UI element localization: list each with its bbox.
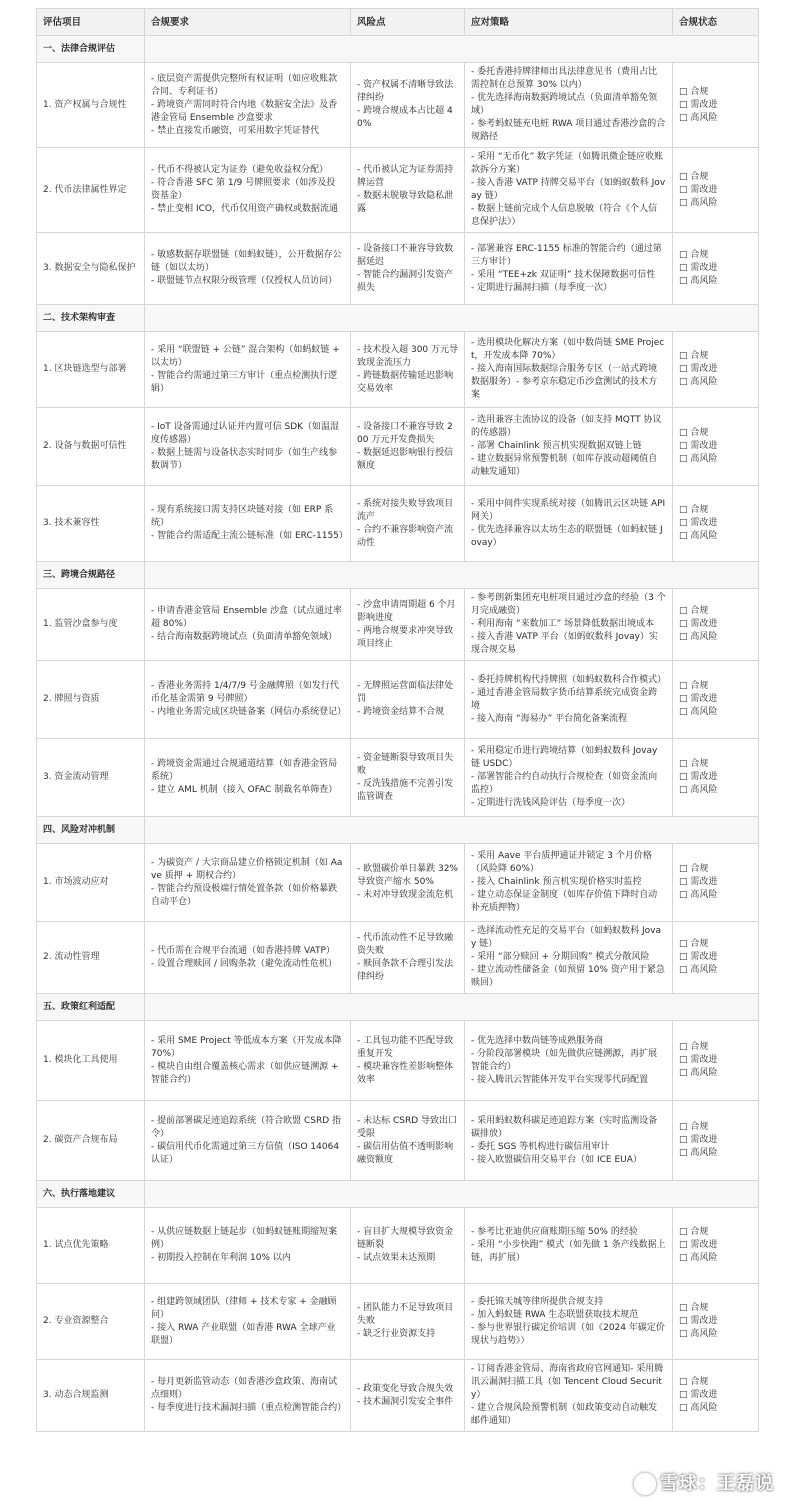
item-cell: 2. 碳资产合规布局 [37, 1101, 145, 1181]
status-cell [673, 63, 759, 148]
status-option-high-risk[interactable]: □ 高风险 [679, 965, 718, 975]
cell-line: - 委托 SGS 等机构进行碳信用审计 [471, 1141, 610, 1152]
section-filler [145, 994, 759, 1021]
cell-line: - 智能合约需通过第三方审计（重点检测执行逻辑） [151, 370, 338, 394]
risk-cell [351, 661, 465, 739]
cell-line: - 现有系统接口需支持区块链对接（如 ERP 系统） [151, 505, 334, 528]
status-option-high-risk[interactable]: □ 高风险 [679, 785, 718, 795]
cell-line: - 申请香港金管局 Ensemble 沙盒（试点通过率超 80%） [151, 606, 342, 629]
strategy-cell [465, 486, 673, 562]
cell-line: - 接入海南国际数据综合服务专区（一站式跨境数据服务）- 参考京东稳定币沙盒测试的技术方案 [471, 364, 658, 400]
table-row [37, 922, 759, 994]
cell-line: - 采用蚂蚁数科碳足迹追踪方案（实时监测设备碳排放） [471, 1115, 658, 1139]
status-option-compliant[interactable]: □ 合规 [679, 1377, 709, 1387]
cell-line: - 敏感数据存联盟链（如蚂蚁链），公开数据存公链（如以太坊） [151, 250, 342, 273]
status-cell [673, 739, 759, 817]
cell-line: - 模块自由组合覆盖核心需求（如供应链溯源 + 智能合约） [151, 1061, 339, 1085]
status-cell [673, 922, 759, 994]
section-row [37, 305, 759, 332]
strategy-cell [465, 233, 673, 305]
cell-line: - 资金链断裂导致项目失败 [357, 752, 454, 776]
cell-line: - 两地合规要求冲突导致项目终止 [357, 625, 454, 649]
cell-line: - 参考蚂蚁链充电桩 RWA 项目通过香港沙盒的合规路径 [471, 119, 666, 142]
section-title: 四、风险对冲机制 [37, 817, 145, 844]
risk-cell [351, 486, 465, 562]
cell-line: - 建立流动性储备金（如预留 10% 资产用于紧急赎回） [471, 965, 665, 988]
cell-line: - 底层资产需提供完整所有权证明（如应收账款合同、专利证书） [151, 73, 338, 97]
item-cell: 1. 区块链选型与部署 [37, 332, 145, 408]
requirement-cell [145, 589, 351, 661]
status-option-compliant[interactable]: □ 合规 [679, 428, 709, 438]
strategy-cell [465, 1208, 673, 1284]
strategy-cell [465, 1101, 673, 1181]
status-option-high-risk[interactable]: □ 高风险 [679, 632, 718, 642]
cell-line: - 从供应链数据上链起步（如蚂蚁链账期缩短案例） [151, 1227, 338, 1250]
cell-line: - 接入 Chainlink 预言机实现价格实时监控 [471, 877, 642, 887]
section-filler [145, 817, 759, 844]
strategy-cell [465, 589, 673, 661]
status-option-compliant[interactable]: □ 合规 [679, 759, 709, 769]
status-option-high-risk[interactable]: □ 高风险 [679, 1068, 718, 1078]
strategy-cell [465, 661, 673, 739]
status-option-high-risk[interactable]: □ 高风险 [679, 1253, 718, 1263]
requirement-cell [145, 233, 351, 305]
status-option-needs-improvement[interactable]: □ 需改进 [679, 184, 718, 195]
status-option-compliant[interactable]: □ 合规 [679, 606, 709, 616]
strategy-cell [465, 1284, 673, 1360]
table-row [37, 332, 759, 408]
status-option-compliant[interactable]: □ 合规 [679, 86, 709, 97]
section-title: 一、法律合规评估 [37, 36, 145, 63]
requirement-cell [145, 486, 351, 562]
cell-line: - 每月更新监管动态（如香港沙盒政策、海南试点细则） [151, 1377, 338, 1400]
table-row [37, 408, 759, 486]
cell-line: - 数据未脱敏导致隐私泄露 [357, 191, 454, 214]
status-option-high-risk[interactable]: □ 高风险 [679, 1329, 718, 1339]
cell-line: - 选用兼容主流协议的设备（如支持 MQTT 协议的传感器） [471, 415, 662, 438]
item-cell: 1. 市场波动应对 [37, 844, 145, 922]
status-option-compliant[interactable]: □ 合规 [679, 1042, 709, 1052]
status-option-needs-improvement[interactable]: □ 需改进 [679, 518, 718, 528]
status-option-needs-improvement[interactable]: □ 需改进 [679, 1390, 718, 1400]
status-option-high-risk[interactable]: □ 高风险 [679, 276, 718, 286]
item-cell: 1. 资产权属与合规性 [37, 63, 145, 148]
risk-cell [351, 922, 465, 994]
cell-line: - 数据上链需与设备状态实时同步（如生产线参数调节） [151, 447, 338, 471]
section-row [37, 36, 759, 63]
cell-line: - 采用 “无币化” 数字凭证（如腾讯微企链应收账款拆分方案） [471, 152, 664, 175]
table-row [37, 63, 759, 148]
cell-line: - 碳信用代币化需通过第三方信值（ISO 14064 认证） [151, 1141, 340, 1165]
cell-line: - 反洗钱措施不完善引发监管调查 [357, 778, 454, 802]
cell-line: - 技术投入超 300 万元导致现金流压力 [357, 344, 459, 368]
cell-line: - 试点效果未达预期 [357, 1253, 436, 1263]
requirement-cell [145, 739, 351, 817]
cell-line: - 参与世界银行碳定价培训（如《2024 年碳定价现状与趋势》） [471, 1322, 665, 1346]
requirement-cell [145, 1284, 351, 1360]
cell-line: - 提前部署碳足迹追踪系统（符合欧盟 CSRD 指令） [151, 1115, 342, 1139]
item-cell: 3. 数据安全与隐私保护 [37, 233, 145, 305]
status-option-needs-improvement[interactable]: □ 需改进 [679, 694, 718, 704]
strategy-cell [465, 1021, 673, 1101]
cell-line: - 接入香港 VATP 平台（如蚂蚁数科 Jovay）实现合规交易 [471, 632, 658, 655]
cell-line: - 代币被认定为证券需持牌运营 [357, 165, 454, 188]
item-cell: 2. 专业资源整合 [37, 1284, 145, 1360]
status-option-compliant[interactable]: □ 合规 [679, 1303, 709, 1313]
status-option-needs-improvement[interactable]: □ 需改进 [679, 952, 718, 962]
cell-line: - 合约不兼容影响资产流动性 [357, 524, 454, 548]
cell-line: - 联盟链节点权限分级管理（仅授权人员访问） [151, 276, 338, 286]
cell-line: - 设置合理赎回 / 回购条款（避免流动性危机） [151, 958, 337, 969]
cell-line: - 接入 RWA 产业联盟（如香港 RWA 全球产业联盟） [151, 1322, 336, 1346]
status-option-compliant[interactable]: □ 合规 [679, 681, 709, 691]
cell-line: - 智能合约预设极端行情处置条款（如价格暴跌自动平仓） [151, 883, 338, 907]
cell-line: - 智能合约漏洞引发资产损失 [357, 269, 454, 293]
risk-cell [351, 1360, 465, 1432]
cell-line: - 跨链数据传输延迟影响交易效率 [357, 370, 454, 394]
risk-cell [351, 739, 465, 817]
status-option-compliant[interactable]: □ 合规 [679, 351, 709, 361]
cell-line: - 选择流动性充足的交易平台（如蚂蚁数科 Jovay 链） [471, 926, 661, 949]
status-option-needs-improvement[interactable]: □ 需改进 [679, 1055, 718, 1065]
status-option-needs-improvement[interactable]: □ 需改进 [679, 1240, 718, 1250]
cell-line: - 设备接口不兼容导致 200 万元开发费损失 [357, 421, 453, 445]
header-strategy: 应对策略 [465, 9, 673, 36]
cell-line: - 优先选择海南数据跨境试点（负面清单豁免领域） [471, 93, 658, 116]
cell-line: - 定期进行漏洞扫描（每季度一次） [471, 282, 613, 293]
strategy-cell [465, 1360, 673, 1432]
requirement-cell [145, 1101, 351, 1181]
cell-line: - 初期投入控制在年利润 10% 以内 [151, 1253, 291, 1263]
cell-line: - 禁止变相 ICO，代币仅用资产确权或数据流通 [151, 204, 338, 214]
status-option-high-risk[interactable]: □ 高风险 [679, 454, 718, 464]
cell-line: - 跨境合规成本占比超 40% [357, 106, 453, 129]
cell-line: - 接入腾讯云智能体开发平台实现零代码配置 [471, 1074, 649, 1085]
cell-line: - 采用 “部分赎回 + 分期回购” 模式分散风险 [471, 952, 650, 962]
status-option-compliant[interactable]: □ 合规 [679, 171, 709, 182]
cell-line: - 接入海南 “海易办” 平台简化备案流程 [471, 713, 628, 724]
status-option-needs-improvement[interactable]: □ 需改进 [679, 263, 718, 273]
cell-line: - 建立合规风险预警机制（如政策变动自动触发邮件通知） [471, 1403, 658, 1426]
status-option-needs-improvement[interactable]: □ 需改进 [679, 619, 718, 629]
cell-line: - 建立 AML 机制（接入 OFAC 制裁名单筛查） [151, 785, 338, 795]
risk-cell [351, 1101, 465, 1181]
cell-line: - 欧盟碳价单日暴跌 32% 导致资产缩水 50% [357, 864, 458, 887]
cell-line: - 禁止直接发币融资，可采用数字凭证替代 [151, 125, 320, 136]
status-option-compliant[interactable]: □ 合规 [679, 864, 709, 874]
status-option-high-risk[interactable]: □ 高风险 [679, 197, 718, 208]
cell-line: - 加入蚂蚁链 RWA 生态联盟获取技术规范 [471, 1309, 639, 1320]
status-cell [673, 661, 759, 739]
cell-line: - 采用 “小步快跑” 模式（如先做 1 条产线数据上链，再扩展） [471, 1240, 666, 1263]
status-option-needs-improvement[interactable]: □ 需改进 [679, 364, 718, 374]
cell-line: - 未达标 CSRD 导致出口受限 [357, 1115, 458, 1139]
cell-line: - 组建跨领域团队（律师 + 技术专家 + 金融顾问） [151, 1296, 337, 1320]
requirement-cell [145, 922, 351, 994]
cell-line: - 代币不得被认定为证券（避免收益权分配） [151, 165, 329, 175]
cell-line: - 代币流动性不足导致融资失败 [357, 932, 454, 956]
status-option-high-risk[interactable]: □ 高风险 [679, 890, 718, 900]
cell-line: - 代币需在合规平台流通（如香港持牌 VATP） [151, 945, 335, 956]
cell-line: - 采用 SME Project 等低成本方案（开发成本降 70%） [151, 1035, 342, 1059]
cell-line: - 优先选择中数尚链等成熟服务商 [471, 1035, 604, 1046]
cell-line: - 系统对接失败导致项目流产 [357, 498, 454, 522]
cell-line: - 内地业务需完成区块链备案（网信办系统登记） [151, 707, 347, 717]
requirement-cell [145, 1021, 351, 1101]
cell-line: - 委托锦天城等律所提供合规支持 [471, 1296, 604, 1307]
table-row [37, 661, 759, 739]
section-title: 五、政策红利适配 [37, 994, 145, 1021]
header-status: 合规状态 [673, 9, 759, 36]
status-option-high-risk[interactable]: □ 高风险 [679, 377, 718, 387]
item-cell: 2. 牌照与资质 [37, 661, 145, 739]
risk-cell [351, 844, 465, 922]
cell-line: - 跨境资产需同时符合内地《数据安全法》及香港金管局 Ensemble 沙盒要求 [151, 99, 338, 123]
cell-line: - 参考比亚迪供应商账期压缩 50% 的经验 [471, 1227, 638, 1237]
cell-line: - 团队能力不足导致项目失败 [357, 1303, 454, 1326]
cell-line: - 采用稳定币进行跨境结算（如蚂蚁数科 Jovay 链 USDC） [471, 746, 658, 769]
item-cell: 2. 设备与数据可信性 [37, 408, 145, 486]
cell-line: - 定期进行洗钱风险评估（每季度一次） [471, 798, 631, 808]
table-row [37, 1360, 759, 1432]
cell-line: - 通过香港金管局数字货币结算系统完成资金跨境 [471, 687, 658, 711]
item-cell: 1. 模块化工具使用 [37, 1021, 145, 1101]
cell-line: - 采用 Aave 平台质押通证并锁定 3 个月价格（风险降 60%） [471, 851, 652, 874]
cell-line: - 赎回条款不合理引发法律纠纷 [357, 958, 454, 982]
risk-cell [351, 1284, 465, 1360]
table-row [37, 148, 759, 233]
cell-line: - 技术漏洞引发安全事件 [357, 1396, 454, 1407]
status-cell [673, 233, 759, 305]
status-cell [673, 1101, 759, 1181]
cell-line: - 资产权属不清晰导致法律纠纷 [357, 80, 454, 103]
status-cell [673, 1284, 759, 1360]
risk-cell [351, 332, 465, 408]
cell-line: - 智能合约需适配主流公链标准（如 ERC-1155） [151, 531, 348, 541]
item-cell: 3. 动态合规监测 [37, 1360, 145, 1432]
status-option-needs-improvement[interactable]: □ 需改进 [679, 1135, 718, 1145]
status-cell [673, 408, 759, 486]
cell-line: - 选用模块化解决方案（如中数尚链 SME Project，开发成本降 70%） [471, 338, 665, 361]
section-title: 六、执行落地建议 [37, 1181, 145, 1208]
strategy-cell [465, 739, 673, 817]
cell-line: - 跨境资金结算不合规 [357, 707, 445, 717]
status-option-high-risk[interactable]: □ 高风险 [679, 112, 718, 123]
risk-cell [351, 1208, 465, 1284]
status-option-needs-improvement[interactable]: □ 需改进 [679, 772, 718, 782]
cell-line: - 接入欧盟碳信用交易平台（如 ICE EUA） [471, 1154, 642, 1165]
table-row [37, 1101, 759, 1181]
section-filler [145, 36, 759, 63]
cell-line: - 参考朗新集团充电桩项目通过沙盒的经验（3 个月完成融资） [471, 593, 666, 616]
cell-line: - 接入香港 VATP 持牌交易平台（如蚂蚁数科 Jovay 链） [471, 178, 666, 201]
requirement-cell [145, 408, 351, 486]
status-cell [673, 1360, 759, 1432]
header-risk: 风险点 [351, 9, 465, 36]
status-cell [673, 1021, 759, 1101]
requirement-cell [145, 844, 351, 922]
header-requirement: 合规要求 [145, 9, 351, 36]
status-option-needs-improvement[interactable]: □ 需改进 [679, 441, 718, 451]
risk-cell [351, 408, 465, 486]
cell-line: - 委托香港持牌律师出具法律意见书（费用占比需控制在总预算 30% 以内） [471, 67, 658, 90]
table-row [37, 1021, 759, 1101]
cell-line: - 未对冲导致现金流危机 [357, 890, 454, 900]
cell-line: - 数据延迟影响银行授信额度 [357, 447, 454, 471]
requirement-cell [145, 332, 351, 408]
cell-line: - 沙盒申请周期超 6 个月影响进度 [357, 599, 456, 623]
watermark-text: 雪球：王磊说 [660, 1473, 774, 1494]
cell-line: - 碳信用估值不透明影响融资额度 [357, 1141, 454, 1165]
cell-line: - 无牌照运营面临法律处罚 [357, 681, 454, 704]
cell-line: - 数据上链前完成个人信息脱敏（符合《个人信息保护法》） [471, 204, 658, 227]
status-option-needs-improvement[interactable]: □ 需改进 [679, 1316, 718, 1326]
xueqiu-logo-icon [634, 1473, 656, 1495]
header-row [37, 9, 759, 36]
table-row [37, 844, 759, 922]
requirement-cell [145, 1360, 351, 1432]
risk-cell [351, 1021, 465, 1101]
cell-line: - 分阶段部署模块（如先做供应链溯源，再扩展智能合约） [471, 1048, 658, 1072]
section-filler [145, 305, 759, 332]
section-filler [145, 562, 759, 589]
strategy-cell [465, 844, 673, 922]
item-cell: 2. 代币法律属性界定 [37, 148, 145, 233]
cell-line: - 结合海南数据跨境试点（负面清单豁免领域） [151, 632, 338, 642]
item-cell: 3. 技术兼容性 [37, 486, 145, 562]
cell-line: - 利用海南 “来数加工” 场景降低数据出境成本 [471, 619, 655, 629]
risk-cell [351, 63, 465, 148]
cell-line: - 设备接口不兼容导致数据延迟 [357, 243, 454, 267]
status-option-compliant[interactable]: □ 合规 [679, 505, 709, 515]
strategy-cell [465, 922, 673, 994]
status-option-needs-improvement[interactable]: □ 需改进 [679, 877, 718, 887]
cell-line: - 跨境资金需通过合规通道结算（如香港金管局系统） [151, 759, 338, 782]
strategy-cell [465, 148, 673, 233]
table-row [37, 1208, 759, 1284]
header-item: 评估项目 [37, 9, 145, 36]
status-option-high-risk[interactable]: □ 高风险 [679, 1403, 718, 1413]
table-row [37, 739, 759, 817]
item-cell: 3. 资金流动管理 [37, 739, 145, 817]
section-row [37, 994, 759, 1021]
cell-line: - 符合香港 SFC 第 1/9 号牌照要求（如涉及投资基金） [151, 178, 336, 201]
cell-line: - 政策变化导致合规失效 [357, 1383, 454, 1394]
cell-line: - 部署 Chainlink 预言机实现数据双链上链 [471, 441, 642, 451]
cell-line: - 模块兼容性差影响整体效率 [357, 1061, 454, 1085]
strategy-cell [465, 332, 673, 408]
section-row [37, 817, 759, 844]
status-cell [673, 148, 759, 233]
item-cell: 1. 试点优先策略 [37, 1208, 145, 1284]
cell-line: - IoT 设备需通过认证并内置可信 SDK（如温湿度传感器） [151, 421, 340, 445]
cell-line: - 订阅香港金管局、海南省政府官网通知- 采用腾讯云漏洞扫描工具（如 Tencent Cloud Security） [471, 1364, 664, 1400]
watermark [634, 1469, 774, 1495]
requirement-cell [145, 63, 351, 148]
strategy-cell [465, 408, 673, 486]
status-option-needs-improvement[interactable]: □ 需改进 [679, 99, 718, 110]
item-cell: 1. 监管沙盒参与度 [37, 589, 145, 661]
cell-line: - 为碳资产 / 大宗商品建立价格锁定机制（如 Aave 质押 + 期权合约） [151, 857, 343, 881]
cell-line: - 委托持牌机构代持牌照（如蚂蚁数科合作模式） [471, 674, 667, 685]
risk-cell [351, 148, 465, 233]
status-cell [673, 1208, 759, 1284]
section-filler [145, 1181, 759, 1208]
section-row [37, 1181, 759, 1208]
status-cell [673, 844, 759, 922]
compliance-table [36, 8, 759, 1432]
status-cell [673, 589, 759, 661]
status-option-compliant[interactable]: □ 合规 [679, 1122, 709, 1132]
cell-line: - 部署智能合约自动执行合规检查（如资金流向监控） [471, 772, 658, 795]
cell-line: - 优先选择兼容以太坊生态的联盟链（如蚂蚁链 Jovay） [471, 524, 663, 548]
cell-line: - 建立动态保证金制度（如库存价值下降时自动补充质押物） [471, 890, 658, 913]
table-row [37, 1284, 759, 1360]
table-row [37, 486, 759, 562]
cell-line: - 工具包功能不匹配导致重复开发 [357, 1035, 454, 1059]
requirement-cell [145, 1208, 351, 1284]
requirement-cell [145, 148, 351, 233]
requirement-cell [145, 661, 351, 739]
cell-line: - 建立数据异常预警机制（如库存波动超阈值自动触发通知） [471, 454, 658, 477]
cell-line: - 采用 “联盟链 + 公链” 混合架构（如蚂蚁链 + 以太坊） [151, 344, 340, 368]
cell-line: - 缺乏行业资源支持 [357, 1329, 436, 1339]
item-cell: 2. 流动性管理 [37, 922, 145, 994]
strategy-cell [465, 63, 673, 148]
section-title: 三、跨境合规路径 [37, 562, 145, 589]
status-option-high-risk[interactable]: □ 高风险 [679, 707, 718, 717]
status-option-high-risk[interactable]: □ 高风险 [679, 531, 718, 541]
cell-line: - 采用中间件实现系统对接（如腾讯云区块链 API 网关） [471, 498, 666, 522]
cell-line: - 香港业务需持 1/4/7/9 号金融牌照（如发行代币化基金需第 9 号牌照） [151, 681, 339, 704]
cell-line: - 部署兼容 ERC-1155 标准的智能合约（通过第三方审计） [471, 243, 662, 267]
status-option-compliant[interactable]: □ 合规 [679, 250, 709, 260]
risk-cell [351, 233, 465, 305]
cell-line: - 盲目扩大规模导致资金链断裂 [357, 1227, 454, 1250]
status-option-compliant[interactable]: □ 合规 [679, 939, 709, 949]
section-title: 二、技术架构审查 [37, 305, 145, 332]
status-option-compliant[interactable]: □ 合规 [679, 1227, 709, 1237]
table-row [37, 233, 759, 305]
table-row [37, 589, 759, 661]
risk-cell [351, 589, 465, 661]
status-cell [673, 332, 759, 408]
status-option-high-risk[interactable]: □ 高风险 [679, 1148, 718, 1158]
cell-line: - 每季度进行技术漏洞扫描（重点检测智能合约） [151, 1403, 347, 1413]
section-row [37, 562, 759, 589]
status-cell [673, 486, 759, 562]
cell-line: - 采用 “TEE+zk 双证明” 技术保障数据可信性 [471, 269, 656, 280]
